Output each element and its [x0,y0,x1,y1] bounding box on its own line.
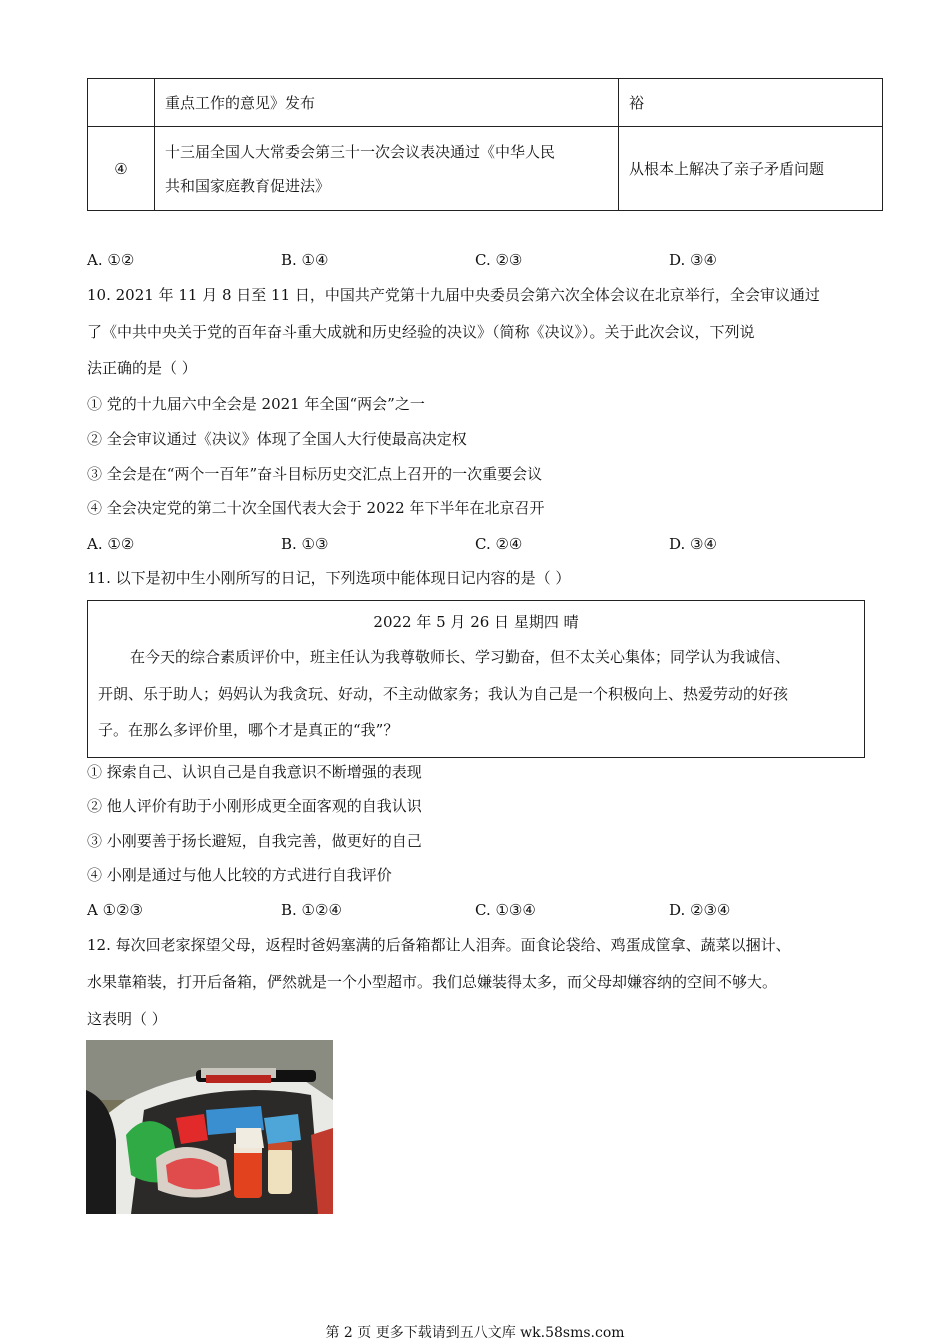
q10-item: ③ 全会是在“两个一百年”奋斗目标历史交汇点上召开的一次重要会议 [87,465,543,483]
events-table [87,78,883,211]
table-row [88,127,883,211]
option-c[interactable]: C. ②③ [475,251,523,269]
q11-item: ④ 小刚是通过与他人比较的方式进行自我评价 [87,866,392,884]
diary-line: 开朗、乐于助人；妈妈认为我贪玩、好动，不主动做家务；我认为自己是一个积极向上、热爱劳动的好孩 [98,685,789,703]
event-line: 共和国家庭教育促进法》 [165,176,331,195]
option-c[interactable]: C. ①③④ [475,901,536,919]
q10-item: ② 全会审议通过《决议》体现了全国人大行使最高决定权 [87,430,467,448]
option-b[interactable]: B. ①③ [281,535,329,553]
q11-item: ① 探索自己、认识自己是自我意识不断增强的表现 [87,763,422,781]
q10-stem-line: 法正确的是（ ） [87,359,197,377]
q10-item: ① 党的十九届六中全会是 2021 年全国“两会”之一 [87,395,425,413]
diary-line: 在今天的综合素质评价中，班主任认为我尊敬师长、学习勤奋，但不太关心集体；同学认为我诚信、 [130,648,791,666]
q10-item: ④ 全会决定党的第二十次全国代表大会于 2022 年下半年在北京召开 [87,499,545,517]
event-line: 十三届全国人大常委会第三十一次会议表决通过《中华人民 [165,142,556,161]
option-b[interactable]: B. ①④ [281,251,329,269]
event-cell [155,127,619,211]
row-number: ④ [88,127,155,211]
q11-item: ② 他人评价有助于小刚形成更全面客观的自我认识 [87,797,422,815]
option-a[interactable]: A ①②③ [87,901,143,919]
q11-options [87,900,887,920]
option-d[interactable]: D. ③④ [669,251,717,269]
row-number [88,79,155,127]
table-row [88,79,883,127]
car-trunk-illustration [86,1040,333,1214]
event-cell [155,79,619,127]
option-b[interactable]: B. ①②④ [281,901,342,919]
q10-stem-line: 了《中共中央关于党的百年奋斗重大成就和历史经验的决议》（简称《决议》）。关于此次会议，下列说 [87,323,755,341]
option-d[interactable]: D. ③④ [669,535,717,553]
option-c[interactable]: C. ②④ [475,535,523,553]
option-a[interactable]: A. ①② [87,535,135,553]
q11-stem: 11. 以下是初中生小刚所写的日记，下列选项中能体现日记内容的是（ ） [87,569,571,587]
diary-box [87,600,865,758]
event-line: 重点工作的意见》发布 [165,93,316,112]
page-footer: 第 2 页 更多下载请到五八文库 wk.58sms.com [325,1325,625,1341]
q10-options [87,534,887,554]
q12-stem-line: 这表明（ ） [87,1010,167,1028]
q11-item: ③ 小刚要善于扬长避短，自我完善，做更好的自己 [87,832,422,850]
result-cell: 从根本上解决了亲子矛盾问题 [619,127,883,211]
q12-stem-line: 12. 每次回老家探望父母，返程时爸妈塞满的后备箱都让人泪奔。面食论袋给、鸡蛋成筐拿、蔬菜以捆计、 [87,936,791,954]
diary-date: 2022 年 5 月 26 日 星期四 晴 [373,613,579,631]
option-d[interactable]: D. ②③④ [669,901,731,919]
diary-line: 子。在那么多评价里，哪个才是真正的“我”？ [98,721,399,739]
option-a[interactable]: A. ①② [87,251,135,269]
q10-stem-line: 10. 2021 年 11 月 8 日至 11 日，中国共产党第十九届中央委员会第六次全体会议在北京举行，全会审议通过 [87,286,820,304]
result-cell: 裕 [619,79,883,127]
q12-stem-line: 水果靠箱装，打开后备箱，俨然就是一个小型超市。我们总嫌装得太多，而父母却嫌容纳的空间不够大。 [87,973,778,991]
car-trunk-photo [86,1040,333,1214]
q9-options [87,250,887,270]
